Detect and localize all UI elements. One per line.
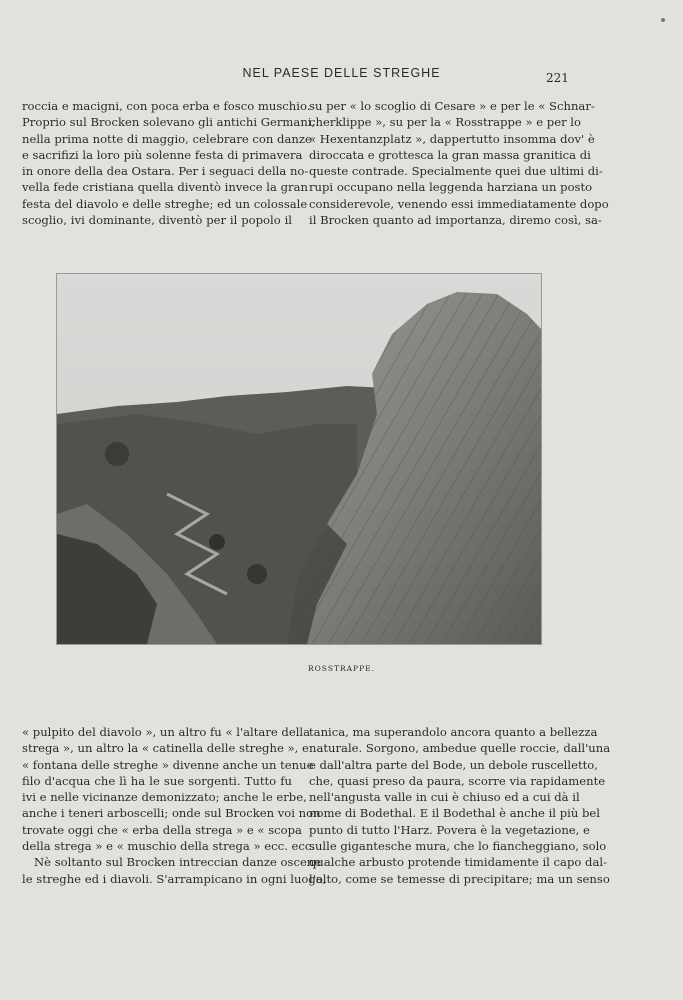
text-line: scoglio, ivi dominante, diventò per il popolo il [22, 213, 292, 228]
text-line: l'alto, come se temesse di precipitare; ma un senso [309, 871, 610, 886]
text-line: « Hexentanzplatz », dappertutto insomma dov' è [309, 131, 595, 146]
text-line: nell'angusta valle in cui è chiuso ed a cui dà il [309, 790, 580, 805]
tree [209, 534, 225, 550]
text-line: tanica, ma superandolo ancora quanto a bellezza [309, 725, 598, 739]
text-line: il Brocken quanto ad importanza, diremo così, sa- [309, 213, 602, 228]
text-line: su per « lo scoglio di Cesare » e per le « Schnar- [309, 99, 595, 113]
rosstrappe-photograph [56, 273, 542, 645]
text-line: e dall'altra parte del Bode, un debole ruscelletto, [309, 757, 598, 772]
text-line: in onore della dea Ostara. Per i seguaci della no- [22, 164, 309, 179]
text-line: strega », un altro la « catinella delle streghe », e [22, 741, 309, 756]
rocky-landscape-illustration [57, 274, 541, 644]
figure-caption: ROSSTRAPPE. [308, 664, 375, 673]
text-line: diroccata e grottesca la gran massa granitica di [309, 147, 591, 162]
text-line: della strega » e « muschio della strega » ecc. ecc. [22, 839, 316, 854]
text-line: Nè soltanto sul Brocken intreccian danze oscene [34, 855, 322, 870]
text-line: festa del diavolo e delle streghe; ed un colossale [22, 196, 308, 211]
text-line: queste contrade. Specialmente quei due ultimi di- [309, 164, 603, 179]
text-line: « pulpito del diavolo », un altro fu « l'altare della [22, 725, 311, 739]
text-line: vella fede cristiana quella diventò invece la gran [22, 180, 308, 195]
tree [247, 564, 267, 584]
text-line: qualche arbusto protende timidamente il capo dal- [309, 855, 608, 870]
text-column-top-left [22, 98, 316, 228]
text-line: e sacrifizi la loro più solenne festa di primavera [22, 147, 303, 162]
text-line: filo d'acqua che lì ha le sue sorgenti. Tutto fu [22, 773, 292, 788]
text-column-bottom-right [309, 724, 611, 887]
text-line: nella prima notte di maggio, celebrare con danze [22, 131, 312, 146]
text-line: sulle gigantesche mura, che lo fiancheggiano, solo [309, 839, 607, 854]
text-line: le streghe ed i diavoli. S'arrampicano in ogni luogo, [22, 871, 327, 886]
text-column-bottom-left [22, 724, 327, 887]
text-line: che, quasi preso da paura, scorre via rapidamente [309, 773, 606, 788]
text-line: nome di Bodethal. E il Bodethal è anche il più bel [309, 806, 600, 821]
text-line: ivi e nelle vicinanze demonizzato; anche le erbe, [22, 790, 307, 805]
running-head: NEL PAESE DELLE STREGHE [242, 66, 441, 80]
text-line: « fontana delle streghe » divenne anche un tenue [22, 757, 314, 772]
paper-speck [661, 18, 665, 22]
text-line: trovate oggi che « erba della strega » e « scopa [22, 822, 302, 837]
text-line: rupi occupano nella leggenda harziana un posto [309, 180, 593, 195]
page-number: 221 [546, 71, 569, 85]
text-line: anche i teneri arboscelli; onde sul Brocken voi non [22, 806, 321, 821]
text-line: cherklippe », su per la « Rosstrappe » e per lo [309, 115, 581, 130]
text-line: considerevole, venendo essi immediatamente dopo [309, 196, 609, 211]
text-column-top-right [309, 98, 609, 228]
text-line: punto di tutto l'Harz. Povera è la vegetazione, e [309, 822, 590, 837]
text-line: Proprio sul Brocken solevano gli antichi Germani, [22, 115, 316, 130]
text-line: naturale. Sorgono, ambedue quelle roccie, dall'una [309, 741, 611, 756]
tree [105, 442, 129, 466]
text-line: roccia e macigni, con poca erba e fosco muschio. [22, 99, 311, 113]
